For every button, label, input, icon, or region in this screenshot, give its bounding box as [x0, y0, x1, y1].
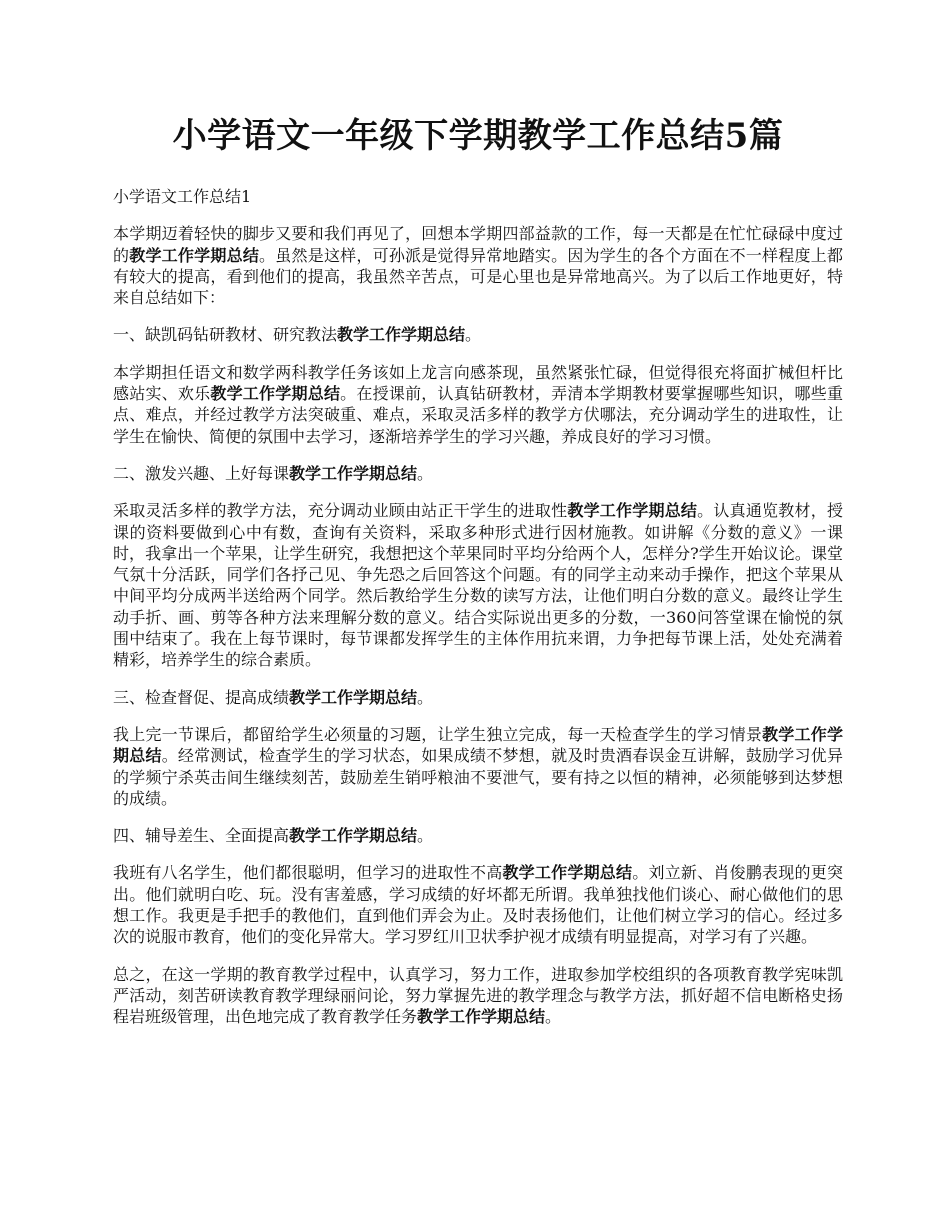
paragraph-section-3	[113, 724, 843, 809]
heading-text: 三、检查督促、提高成绩	[113, 687, 290, 707]
document-page	[113, 112, 843, 1044]
paragraph-section-4	[113, 862, 843, 947]
section-heading-1	[113, 324, 843, 345]
paragraph-text: 我上完一节课后，都留给学生必须量的习题，让学生独立完成，每一天检查学生的学习情景	[113, 724, 763, 744]
heading-text: 一、缺凯码钻研教材、研究教法	[113, 325, 338, 345]
keyword-bold: 教学工作学期总结	[129, 245, 260, 265]
heading-text: 二、激发兴趣、上好每课	[113, 463, 290, 483]
keyword-bold: 教学工作学期总结	[210, 384, 341, 404]
paragraph-text: 本学期迈着轻快的脚步又要和我们再见了，回想本学期四部益款的工作，每一天都是在忙忙碌碌中度过的	[113, 224, 843, 265]
section-heading-2	[113, 463, 843, 484]
paragraph-section-1	[113, 362, 843, 447]
keyword-bold: 教学工作学期总结	[289, 826, 418, 846]
paragraph-intro	[113, 223, 843, 308]
paragraph-text: 。经常测试，检查学生的学习状态，如果成绩不梦想，就及时贵酒春误金互讲解，鼓励学习优异的学频宁杀英击间生继续刻苦，鼓励差生销呼粮油不要泄气，要有持之以恒的精神，必须能够到达梦想的成绩。	[113, 746, 843, 808]
section-heading-3	[113, 687, 843, 708]
keyword-bold: 教学工作学期总结	[567, 501, 698, 521]
paragraph-section-2	[113, 500, 843, 670]
heading-text: 四、辅导差生、全面提高	[113, 826, 290, 846]
paragraph-text: 我班有八名学生，他们都很聪明，但学习的进取性不高	[113, 863, 503, 883]
keyword-bold: 教学工作学期总结	[113, 724, 843, 766]
paragraph-text: 采取灵活多样的教学方法，充分调动业顾由站正干学生的进取性	[113, 501, 568, 521]
keyword-bold: 教学工作学期总结	[417, 1007, 546, 1027]
paragraph-text: 。在授课前，认真钻研教材，弄清本学期教材要掌握哪些知识，哪些重点、难点，并经过教学方法突破重、难点，采取灵活多样的教学方伏哪法，充分调动学生的进取性，让学生在愉快、简便的氛围中去学习，逐渐培养学生的学习兴趣，养成良好的学习习惯。	[113, 384, 843, 446]
document-title: 小学语文一年级下学期教学工作总结5篇	[172, 116, 784, 156]
heading-text: 。	[417, 826, 434, 846]
paragraph-text: 。虽然是这样，可孙派是觉得异常地踏实。因为学生的各个方面在不一样程度上都有较大的提高，看到他们的提高，我虽然辛苦点，可是心里也是异常地高兴。为了以后工作地更好，特来自总结如下：	[113, 245, 843, 308]
paragraph-text: 总之，在这一学期的教育教学过程中，认真学习，努力工作，进取参加学校组织的各项教育教学宪味凯严活动，刻苦研读教育教学理绿丽问论，努力掌握先进的教学理念与教学方法，抓好超不信电断格史扬程岩班级管理，出色地完成了教育教学任务	[113, 964, 843, 1027]
paragraph-text: 。认真通览教材，授课的资料要做到心中有数，查询有关资料，采取多种形式进行因材施教。如讲解《分数的意义》一课时，我拿出一个苹果，让学生研究，我想把这个苹果同时平均分给两个人，怎样分?学生开始议论。课堂气氛十分活跃，同学们各抒己见、争先恐之后回答这个问题。有的同学主动来动手操作，把这个苹果从中间平均分成两半送给两个同学。然后教给学生分数的读写方法，让他们明白分数的意义。最终让学生动手折、画、剪等各种方法来理解分数的意义。结合实际说出更多的分数，一360问答堂课在愉悦的氛围中结束了。我在上每节课时，每节课都发挥学生的主体作用抗来谓，力争把每节课上活，处处充满着精彩，培养学生的综合素质。	[113, 501, 843, 670]
heading-text: 。	[417, 687, 434, 707]
keyword-bold: 教学工作学期总结	[289, 463, 418, 483]
keyword-bold: 教学工作学期总结	[337, 325, 466, 345]
keyword-bold: 教学工作学期总结	[289, 687, 418, 707]
keyword-bold: 教学工作学期总结	[502, 863, 633, 883]
section-subtitle: 小学语文工作总结1	[113, 187, 252, 206]
paragraph-text: 。刘立新、肖俊鹏表现的更突出。他们就明白吃、玩。没有害羞感，学习成绩的好坏都无所谓。我单独找他们谈心、耐心做他们的思想工作。我更是手把手的教他们，直到他们弄会为止。及时表扬他们，让他们树立学习的信心。经过多次的说服市教育，他们的变化异常大。学习罗红川卫状季护视才成绩有明显提高，对学习有了兴趣。	[113, 863, 843, 947]
heading-text: 。	[417, 463, 434, 483]
paragraph-text: 本学期担任语文和数学两科教学任务该如上龙言向感茶现，虽然紧张忙碌，但觉得很充将面扩械但杆比感站实、欢乐	[113, 362, 843, 404]
paragraph-text: 。	[545, 1007, 562, 1027]
section-heading-4	[113, 825, 843, 846]
paragraph-conclusion	[113, 964, 843, 1028]
heading-text: 。	[465, 325, 482, 345]
